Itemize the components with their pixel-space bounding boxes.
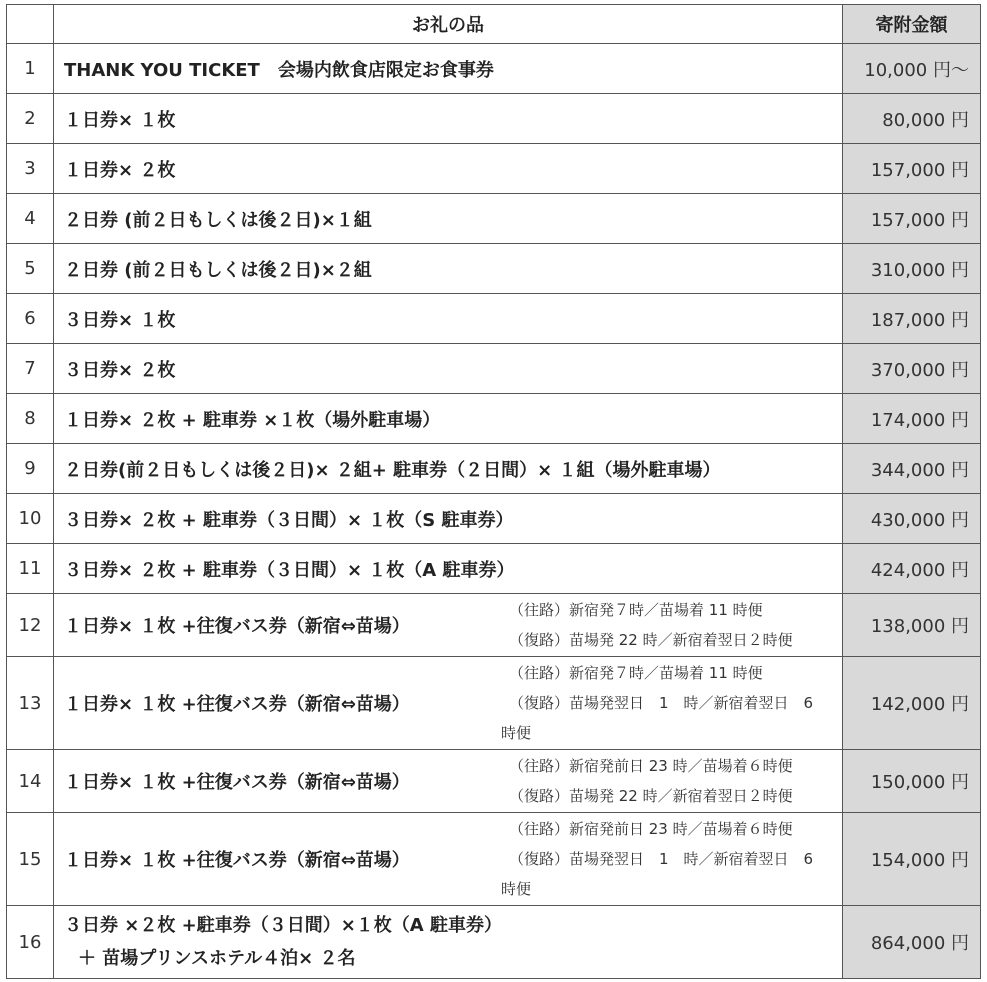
table-row — [7, 813, 981, 906]
table-row — [7, 94, 981, 144]
row-number: 4 — [7, 194, 54, 244]
row-amount: 344,000 円 — [843, 444, 981, 494]
table-header-row — [7, 5, 981, 44]
table-row — [7, 657, 981, 750]
row-item: ２日券(前２日もしくは後２日)× ２組+ 駐車券（２日間）× １組（場外駐車場） — [54, 444, 843, 494]
row-item-cell — [54, 813, 843, 906]
table-row — [7, 906, 981, 979]
row-item: ３日券× １枚 — [54, 294, 843, 344]
row-amount: 430,000 円 — [843, 494, 981, 544]
row-amount: 157,000 円 — [843, 194, 981, 244]
row-number: 15 — [7, 813, 54, 906]
table-row — [7, 44, 981, 94]
row-number: 6 — [7, 294, 54, 344]
row-number: 14 — [7, 750, 54, 813]
row-item: １日券× １枚 — [54, 94, 843, 144]
row-amount: 187,000 円 — [843, 294, 981, 344]
row-item: ３日券× ２枚 — [54, 344, 843, 394]
row-item-extra: ＋ 苗場プリンスホテル４泊× ２名 — [78, 948, 356, 969]
bus-route-note — [501, 814, 813, 904]
row-number: 3 — [7, 144, 54, 194]
row-amount: 157,000 円 — [843, 144, 981, 194]
row-amount: 424,000 円 — [843, 544, 981, 594]
gift-price-table — [6, 4, 981, 979]
row-item: １日券× １枚 +往復バス券（新宿⇔苗場） — [64, 850, 410, 871]
row-item-cell — [54, 750, 843, 813]
row-amount: 154,000 円 — [843, 813, 981, 906]
row-amount: 10,000 円～ — [843, 44, 981, 94]
return-route: （復路）苗場発 22 時／新宿着翌日２時便 — [509, 631, 793, 649]
row-amount: 370,000 円 — [843, 344, 981, 394]
table-row — [7, 594, 981, 657]
bus-route-note — [501, 658, 813, 748]
outbound-route: （往路）新宿発前日 23 時／苗場着６時便 — [509, 820, 793, 838]
row-number: 12 — [7, 594, 54, 657]
bus-route-note — [501, 751, 793, 811]
return-route-wrap: 時便 — [501, 880, 532, 898]
row-item: ３日券× ２枚 + 駐車券（３日間）× １枚（A 駐車券） — [54, 544, 843, 594]
row-number: 5 — [7, 244, 54, 294]
row-item: THANK YOU TICKET 会場内飲食店限定お食事券 — [54, 44, 843, 94]
row-number: 1 — [7, 44, 54, 94]
row-number: 8 — [7, 394, 54, 444]
table-row — [7, 394, 981, 444]
row-amount: 174,000 円 — [843, 394, 981, 444]
table-row — [7, 194, 981, 244]
row-item: １日券× １枚 +往復バス券（新宿⇔苗場） — [64, 694, 410, 715]
row-amount: 80,000 円 — [843, 94, 981, 144]
row-item: １日券× ２枚 — [54, 144, 843, 194]
row-amount: 142,000 円 — [843, 657, 981, 750]
table-row — [7, 750, 981, 813]
row-number: 9 — [7, 444, 54, 494]
return-route-wrap: 時便 — [501, 724, 532, 742]
header-number — [7, 5, 54, 44]
row-item-cell — [54, 594, 843, 657]
table-row — [7, 494, 981, 544]
header-amount: 寄附金額 — [843, 5, 981, 44]
row-number: 11 — [7, 544, 54, 594]
row-number: 2 — [7, 94, 54, 144]
row-item: ３日券 ×２枚 +駐車券（３日間）×１枚（A 駐車券） — [64, 915, 502, 936]
table-row — [7, 294, 981, 344]
outbound-route: （往路）新宿発７時／苗場着 11 時便 — [509, 601, 763, 619]
row-amount: 138,000 円 — [843, 594, 981, 657]
table-row — [7, 444, 981, 494]
outbound-route: （往路）新宿発前日 23 時／苗場着６時便 — [509, 757, 793, 775]
table-row — [7, 544, 981, 594]
row-item: １日券× １枚 +往復バス券（新宿⇔苗場） — [64, 616, 410, 637]
row-amount: 864,000 円 — [843, 906, 981, 979]
return-route: （復路）苗場発翌日 1 時／新宿着翌日 6 — [509, 694, 814, 712]
row-item: １日券× ２枚 + 駐車券 ×１枚（場外駐車場） — [54, 394, 843, 444]
row-number: 7 — [7, 344, 54, 394]
row-amount: 150,000 円 — [843, 750, 981, 813]
table-row — [7, 144, 981, 194]
return-route: （復路）苗場発翌日 1 時／新宿着翌日 6 — [509, 850, 814, 868]
bus-route-note — [501, 595, 793, 655]
row-item: ２日券 (前２日もしくは後２日)×１組 — [54, 194, 843, 244]
table-row — [7, 344, 981, 394]
row-number: 13 — [7, 657, 54, 750]
outbound-route: （往路）新宿発７時／苗場着 11 時便 — [509, 664, 763, 682]
row-item: ３日券× ２枚 + 駐車券（３日間）× １枚（S 駐車券） — [54, 494, 843, 544]
header-item: お礼の品 — [54, 5, 843, 44]
row-number: 10 — [7, 494, 54, 544]
row-item: １日券× １枚 +往復バス券（新宿⇔苗場） — [64, 772, 410, 793]
row-item-cell — [54, 906, 843, 979]
table-row — [7, 244, 981, 294]
row-item-cell — [54, 657, 843, 750]
return-route: （復路）苗場発 22 時／新宿着翌日２時便 — [509, 787, 793, 805]
row-amount: 310,000 円 — [843, 244, 981, 294]
row-item: ２日券 (前２日もしくは後２日)×２組 — [54, 244, 843, 294]
row-number: 16 — [7, 906, 54, 979]
